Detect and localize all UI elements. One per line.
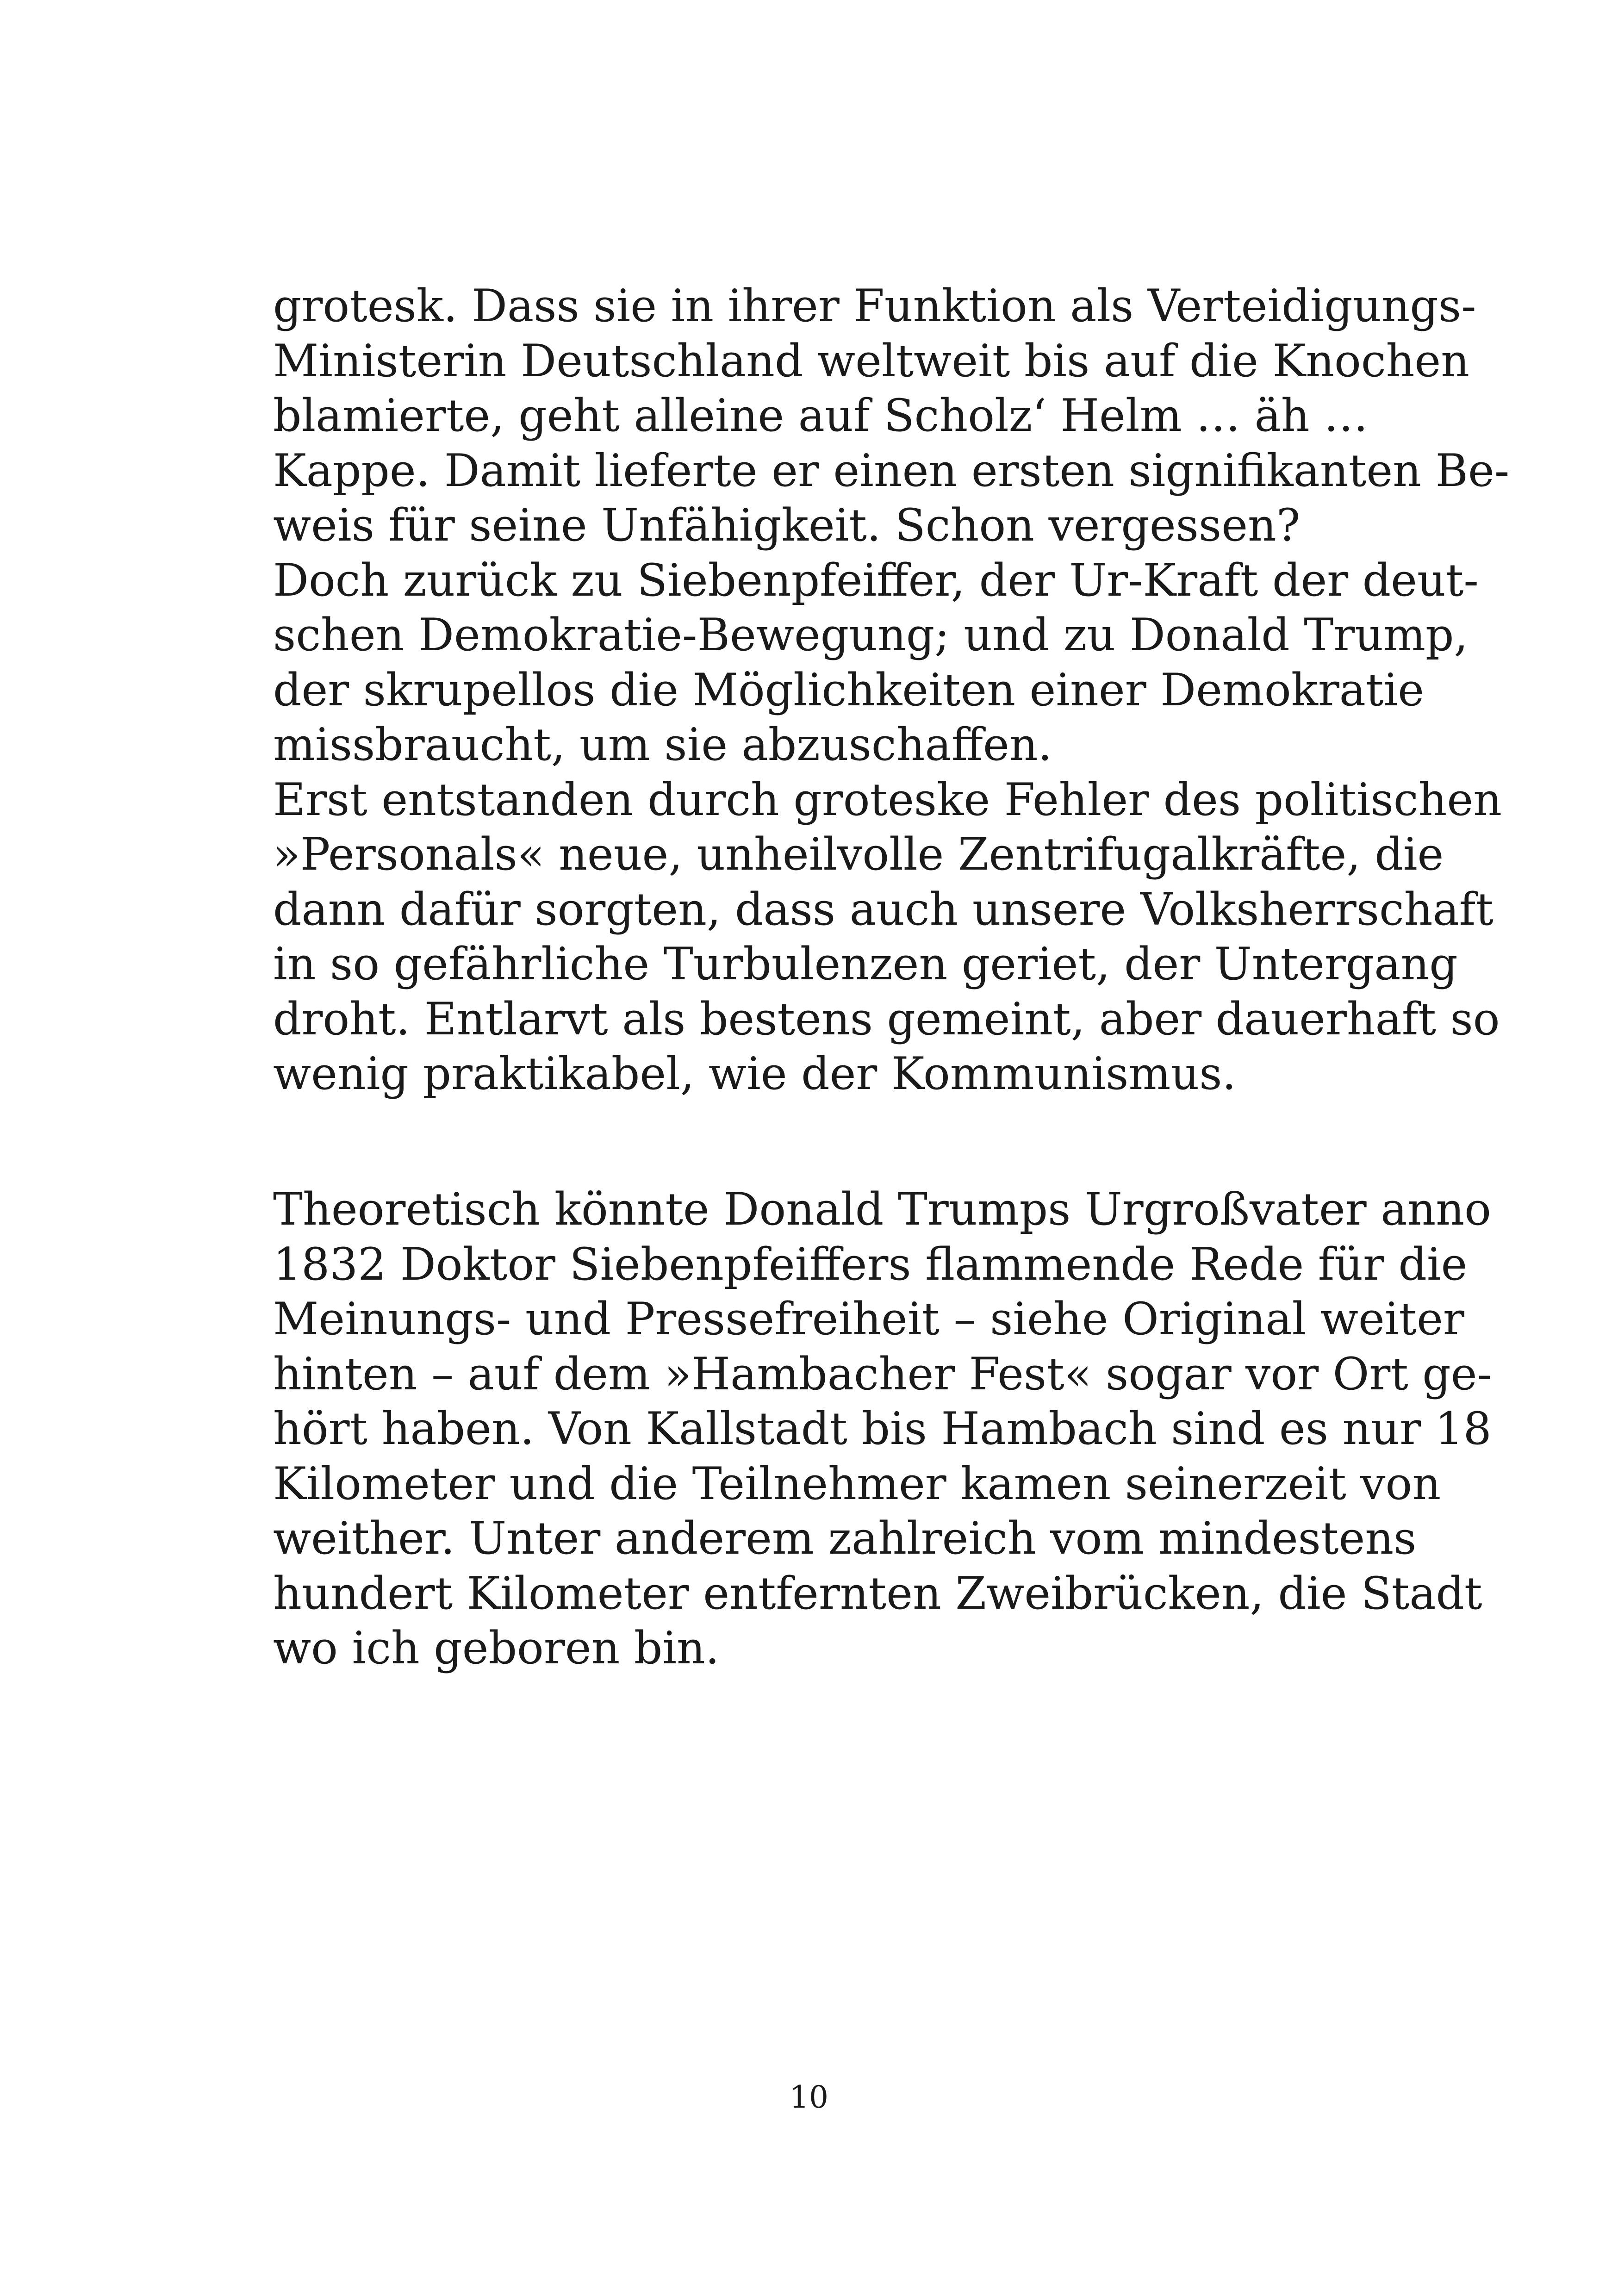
text-line: Kilometer und die Teilnehmer kamen seinerzeit von (273, 1457, 1441, 1510)
text-line: hinten – auf dem »Hambacher Fest« sogar vor Ort ge- (273, 1348, 1492, 1400)
text-line: Meinungs- und Pressefreiheit – siehe Original weiter (273, 1293, 1464, 1345)
text-line: der skrupellos die Möglichkeiten einer Demokratie (273, 664, 1425, 716)
text-line: missbraucht, um sie abzuschaffen. (273, 719, 1052, 771)
text-line: hört haben. Von Kallstadt bis Hambach sind es nur 18 (273, 1403, 1492, 1455)
text-line: weis für seine Unfähigkeit. Schon vergessen? (273, 499, 1301, 551)
text-line: weither. Unter anderem zahlreich vom mindestens (273, 1512, 1417, 1564)
text-line: Erst entstanden durch groteske Fehler des politischen (273, 773, 1502, 826)
text-line: »Personals« neue, unheilvolle Zentrifugalkräfte, die (273, 828, 1444, 880)
text-line: Doch zurück zu Siebenpfeiffer, der Ur-Kraft der deut- (273, 554, 1479, 606)
text-line: in so gefährliche Turbulenzen geriet, der Untergang (273, 938, 1458, 990)
text-line: schen Demokratie-Bewegung; und zu Donald Trump, (273, 609, 1469, 661)
text-line: dann dafür sorgten, dass auch unsere Volksherrschaft (273, 883, 1494, 935)
paragraph-1 (273, 279, 1510, 1101)
text-line: Kappe. Damit lieferte er einen ersten signifikanten Be- (273, 444, 1510, 497)
text-line: Ministerin Deutschland weltweit bis auf die Knochen (273, 335, 1470, 387)
paragraph-2 (273, 1182, 1492, 1676)
text-line: 1832 Doktor Siebenpfeiffers flammende Rede für die (273, 1238, 1468, 1290)
text-line: wo ich geboren bin. (273, 1622, 720, 1674)
text-line: wenig praktikabel, wie der Kommunismus. (273, 1048, 1237, 1100)
text-line: grotesk. Dass sie in ihrer Funktion als Verteidigungs- (273, 280, 1476, 332)
text-line: hundert Kilometer entfernten Zweibrücken, die Stadt (273, 1567, 1482, 1619)
text-line: blamierte, geht alleine auf Scholz‘ Helm … äh … (273, 390, 1369, 442)
text-line: droht. Entlarvt als bestens gemeint, aber dauerhaft so (273, 993, 1500, 1045)
text-line: Theoretisch könnte Donald Trumps Urgroßvater anno (273, 1183, 1491, 1235)
page-number: 10 (790, 2079, 828, 2115)
